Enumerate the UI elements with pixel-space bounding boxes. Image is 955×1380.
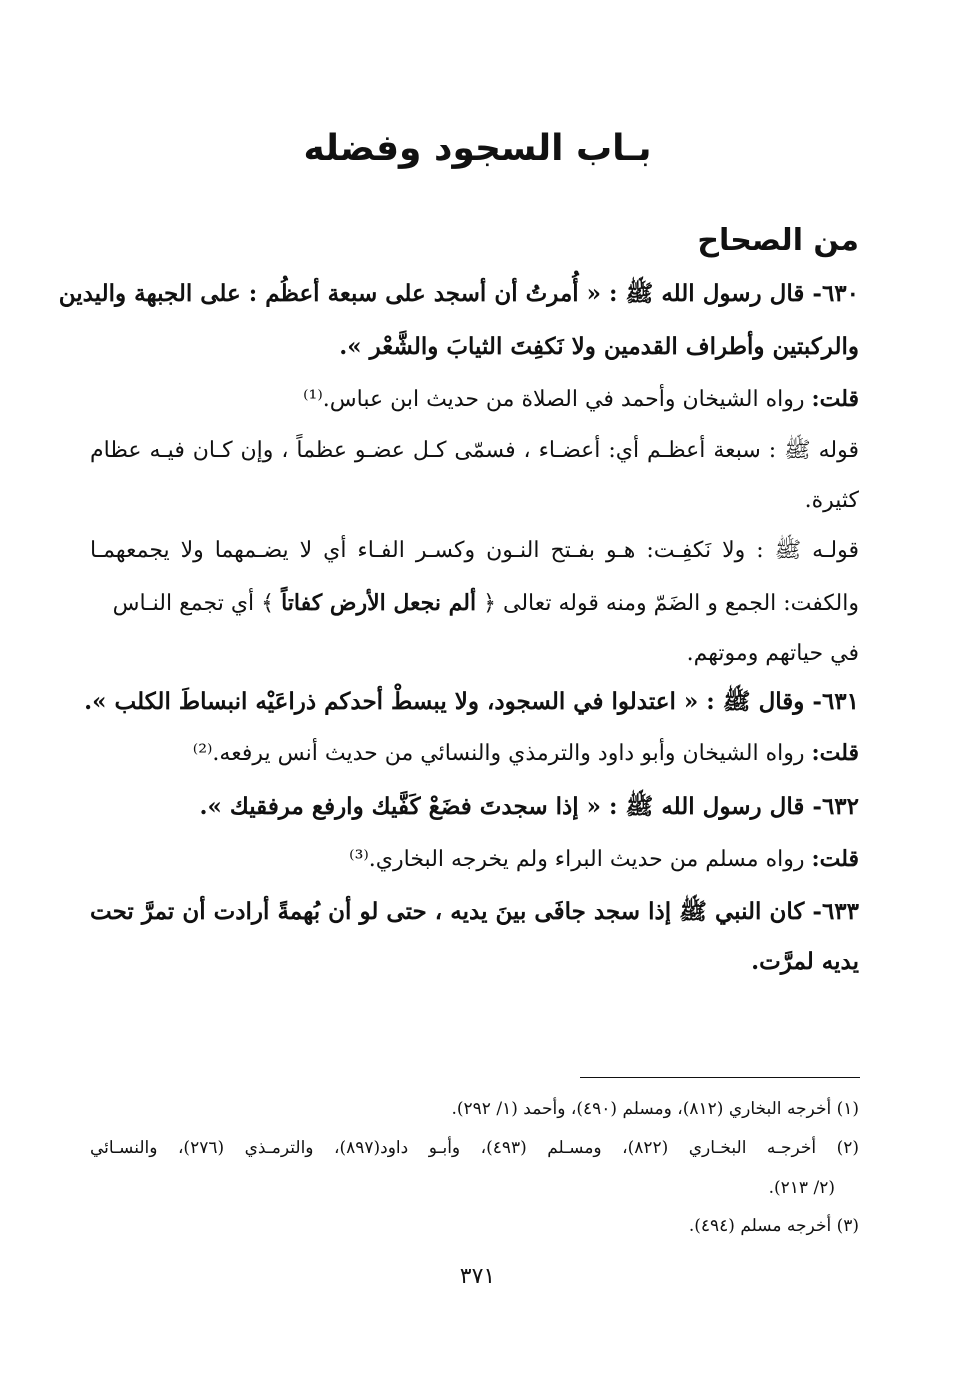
commentary-1-line-1: قوله ﷺ : سبعة أعظـم أي: أعضـاء ، فسمّى كـل عضـو عظماً ، وإن كـان فيـه عظام bbox=[90, 438, 859, 463]
qultu-note-2 bbox=[90, 742, 859, 765]
qultu-text: رواه مسلم من حديث البراء ولم يخرجه البخاري.⁽³⁾ bbox=[349, 847, 805, 872]
commentary-1-line-2: كثيرة. bbox=[804, 488, 859, 513]
commentary-2-line-2 bbox=[90, 592, 859, 615]
hadith-630-line-1: ٦٣٠- قال رسول الله ﷺ : « أُمرتُ أن أسجد على سبعة أعظُم : على الجبهة واليدين bbox=[58, 280, 859, 307]
hadith-630-line-2: والركبتين وأطراف القدمين ولا نَكفِتَ الثيابَ والشَّعْر ». bbox=[339, 333, 859, 360]
qultu-note-1 bbox=[90, 388, 859, 411]
footnote-1: (١) أخرجه البخاري (٨١٢)، ومسلم (٤٩٠)، وأحمد (١/ ٢٩٢). bbox=[451, 1099, 859, 1119]
quran-quote: ألم نجعل الأرض كفاتاً bbox=[281, 590, 477, 616]
qultu-text: رواه الشيخان وأبو داود والترمذي والنسائي من حديث أنس يرفعه.⁽²⁾ bbox=[192, 741, 805, 766]
qultu-label: قلت: bbox=[811, 740, 859, 766]
page-number: ٣٧١ bbox=[459, 1264, 496, 1289]
commentary-2-line-3: في حياتهم وموتهم. bbox=[686, 641, 859, 666]
qultu-label: قلت: bbox=[811, 386, 859, 412]
section-heading: من الصحاح bbox=[697, 223, 859, 258]
footnote-3: (٣) أخرجه مسلم (٤٩٤). bbox=[688, 1216, 859, 1236]
qultu-label: قلت: bbox=[811, 846, 859, 872]
commentary-2-line-1: قولـه ﷺ : ولا نَكفِـت: هـو بفـتح النـون وكسـر الفـاء أي لا يضـمهما ولا يجمعهمـا bbox=[90, 538, 859, 563]
footnote-2-line-2: (٢/ ٢١٣). bbox=[768, 1178, 835, 1198]
hadith-631: ٦٣١- وقال ﷺ : « اعتدلوا في السجود، ولا يبسطْ أحدكم ذراعَيْه انبساطَ الكلب ». bbox=[84, 688, 859, 715]
commentary-2-text: والكفت: الجمع و الضَمّ ومنه قوله تعالى ﴿ bbox=[483, 591, 859, 616]
hadith-633-line-2: يديه لمرَّت. bbox=[751, 948, 859, 975]
hadith-632: ٦٣٢- قال رسول الله ﷺ : « إذا سجدتَ فضَعْ كَفَّيك وارفع مرفقيك ». bbox=[199, 793, 859, 820]
commentary-2-text-end: ﴾ أي تجمع النـاس bbox=[112, 591, 275, 616]
footnote-2-line-1: (٢) أخرجـه البخـاري (٨٢٢)، ومسـلم (٤٩٣)، وأبـو داود(٨٩٧)، والترمـذي (٢٧٦)، والنسـائي bbox=[90, 1138, 860, 1158]
hadith-633-line-1: ٦٣٣- كان النبي ﷺ إذا سجد جافَى بينَ يديه ، حتى لو أن بُهمةً أرادت أن تمرَّ تحت bbox=[90, 898, 859, 925]
chapter-title: بـاب السجود وفضله bbox=[303, 128, 652, 169]
qultu-note-3 bbox=[90, 848, 859, 871]
qultu-text: رواه الشيخان وأحمد في الصلاة من حديث ابن عباس.⁽¹⁾ bbox=[303, 387, 805, 412]
footnote-divider bbox=[580, 1077, 860, 1078]
